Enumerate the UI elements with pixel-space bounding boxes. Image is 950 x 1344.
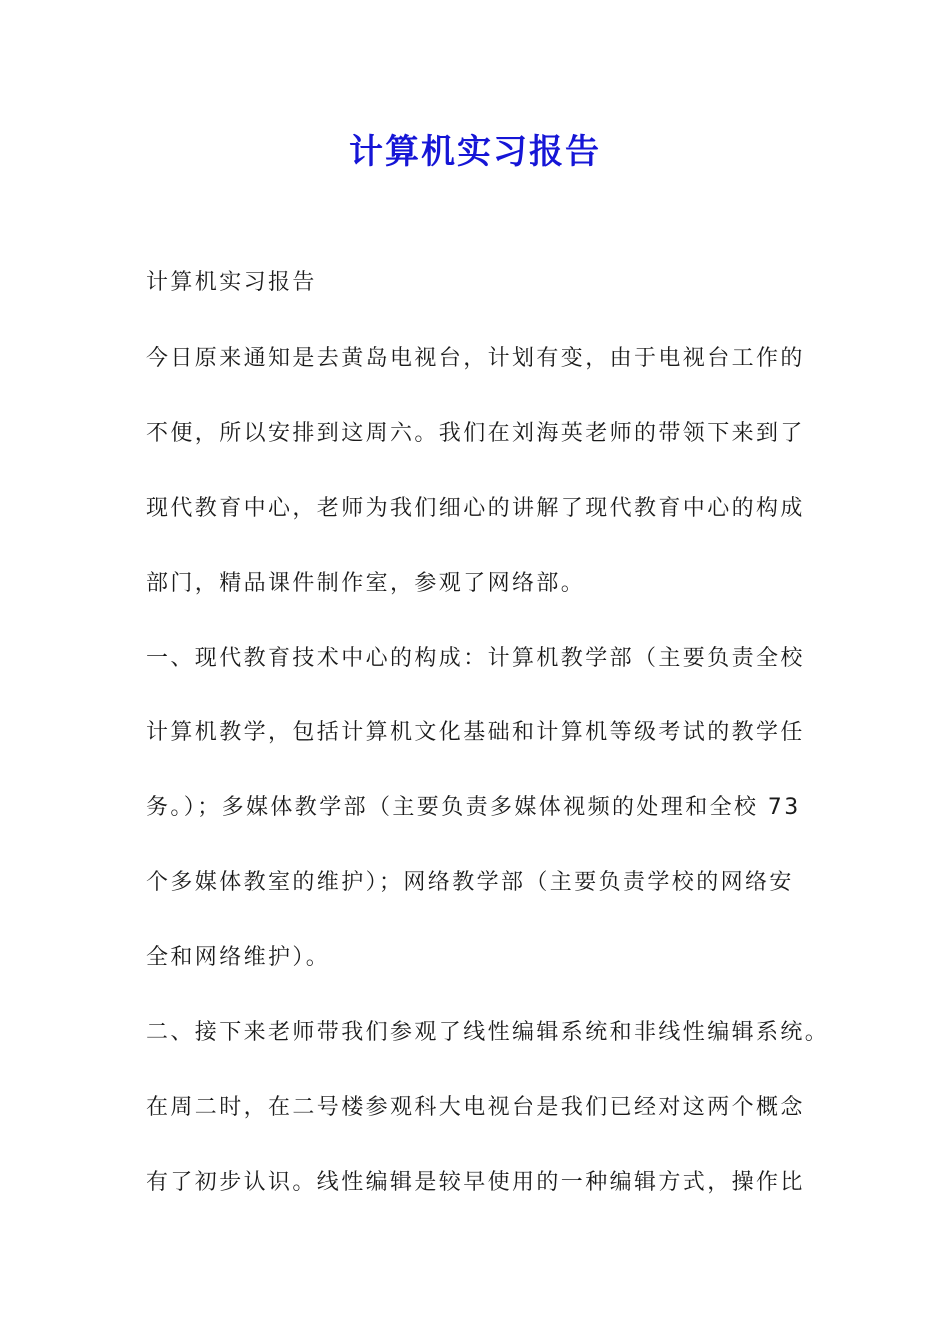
text-line: 全和网络维护）。 <box>146 945 331 970</box>
document-title: 计算机实习报告 <box>349 132 601 172</box>
text-line: 计算机教学，包括计算机文化基础和计算机等级考试的教学任 <box>146 720 805 745</box>
text-line: 务。）；多媒体教学部（主要负责多媒体视频的处理和全校 73 <box>146 795 801 820</box>
text-line: 一、现代教育技术中心的构成：计算机教学部（主要负责全校 <box>146 646 805 671</box>
text-line: 个多媒体教室的维护）；网络教学部（主要负责学校的网络安 <box>146 870 794 895</box>
text-line: 部门，精品课件制作室，参观了网络部。 <box>146 571 586 596</box>
text-line: 在周二时，在二号楼参观科大电视台是我们已经对这两个概念 <box>146 1095 805 1120</box>
text-line: 计算机实习报告 <box>146 270 317 295</box>
text-line: 现代教育中心，老师为我们细心的讲解了现代教育中心的构成 <box>146 496 805 521</box>
text-line: 二、接下来老师带我们参观了线性编辑系统和非线性编辑系统。 <box>146 1020 830 1045</box>
text-line: 有了初步认识。线性编辑是较早使用的一种编辑方式，操作比 <box>146 1170 805 1195</box>
text-line: 今日原来通知是去黄岛电视台，计划有变，由于电视台工作的 <box>146 346 805 371</box>
text-line: 不便，所以安排到这周六。我们在刘海英老师的带领下来到了 <box>146 421 805 446</box>
